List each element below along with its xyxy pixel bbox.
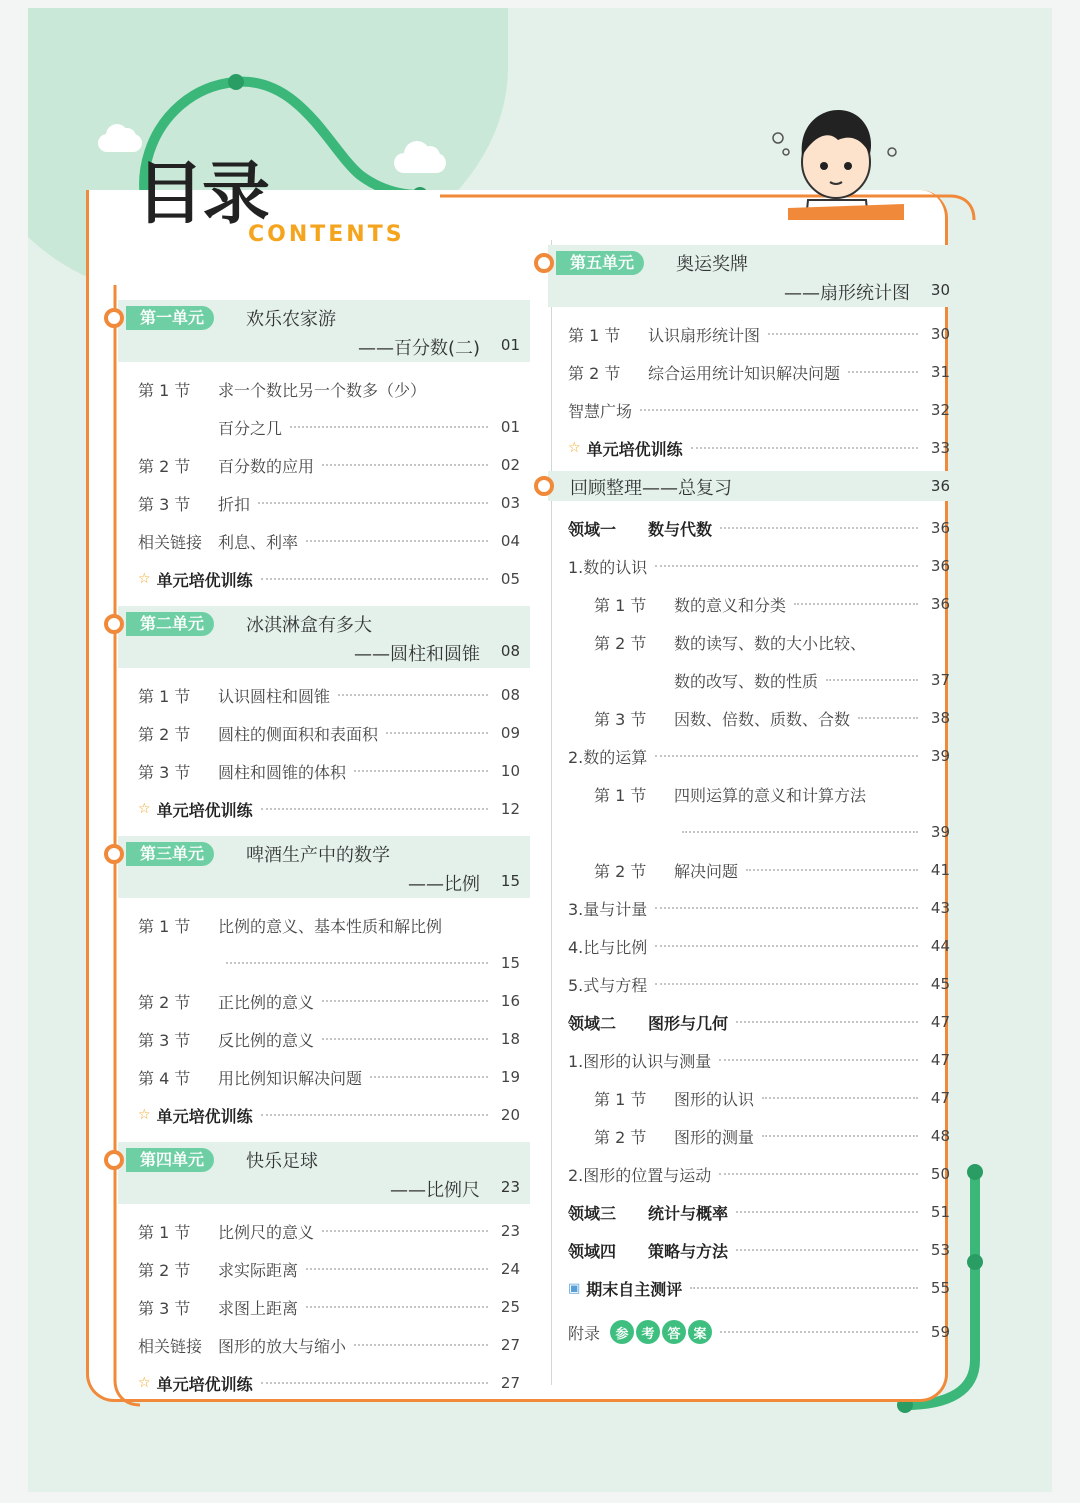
page-number: 36: [930, 519, 950, 537]
section-number: 第 2 节: [594, 861, 647, 881]
entry-label: 单元培优训练: [586, 439, 683, 459]
page-number: 10: [500, 762, 520, 780]
section-number: 相关链接: [138, 532, 203, 552]
entry-label: 用比例知识解决问题: [218, 1068, 363, 1088]
toc-row[interactable]: [548, 1231, 960, 1269]
section-number: 第 2 节: [594, 1127, 647, 1147]
toc-row[interactable]: [548, 509, 960, 547]
star-icon: ☆: [138, 571, 151, 587]
page-number: 31: [930, 363, 950, 381]
toc-row[interactable]: [548, 851, 960, 889]
toc-row[interactable]: [118, 370, 530, 408]
entry-label: 1.数的认识: [568, 557, 648, 577]
unit-subtitle: ——比例尺: [390, 1180, 480, 1201]
toc-row[interactable]: [118, 752, 530, 790]
page-number: 53: [930, 1241, 950, 1259]
page-number: 55: [930, 1279, 950, 1297]
bullet-icon: [104, 1150, 124, 1170]
page-number: 41: [930, 861, 950, 879]
toc-row[interactable]: [118, 1058, 530, 1096]
entry-label: 数的改写、数的性质: [674, 671, 819, 691]
page-number: 25: [500, 1298, 520, 1316]
entry-label: 解决问题: [674, 861, 739, 881]
page-number: 09: [500, 724, 520, 742]
page-number: 59: [930, 1323, 950, 1341]
page-number: 02: [500, 456, 520, 474]
page-number: 27: [500, 1336, 520, 1354]
entry-label: 智慧广场: [568, 401, 633, 421]
toc-row[interactable]: [548, 1003, 960, 1041]
entry-label: 5.式与方程: [568, 975, 648, 995]
toc-row[interactable]: [118, 1364, 530, 1402]
toc-row[interactable]: [548, 429, 960, 467]
cartoon-boy-icon: [768, 100, 908, 220]
page-number: 33: [930, 439, 950, 457]
entry-label: 正比例的意义: [218, 992, 315, 1012]
unit-header[interactable]: [118, 606, 530, 668]
page-number: 24: [500, 1260, 520, 1278]
page-number: 36: [930, 477, 950, 495]
page-number: 27: [500, 1374, 520, 1392]
section-number: 第 2 节: [138, 992, 191, 1012]
toc-row[interactable]: [548, 699, 960, 737]
badge-char: 案: [688, 1320, 712, 1344]
section-number: 第 1 节: [594, 785, 647, 805]
toc-row[interactable]: [548, 737, 960, 775]
section-number: 第 3 节: [138, 1030, 191, 1050]
section-number: 第 3 节: [138, 1298, 191, 1318]
entry-label: 图形的放大与缩小: [218, 1336, 347, 1356]
page-number: 47: [930, 1089, 950, 1107]
toc-row[interactable]: [548, 585, 960, 623]
entry-label: 百分数的应用: [218, 456, 315, 476]
toc-row[interactable]: [118, 484, 530, 522]
badge-char: 答: [662, 1320, 686, 1344]
toc-row[interactable]: [118, 714, 530, 752]
unit-header[interactable]: [118, 300, 530, 362]
page-number: 15: [500, 954, 520, 972]
unit-subtitle: ——百分数(二): [357, 338, 480, 359]
page-number: 47: [930, 1051, 950, 1069]
toc-row[interactable]: [548, 927, 960, 965]
bullet-icon: [104, 308, 124, 328]
unit-tag: 第五单元: [556, 251, 644, 275]
entry-label: 数的读写、数的大小比较、: [674, 633, 867, 653]
toc-row[interactable]: [118, 446, 530, 484]
section-number: 第 1 节: [594, 1089, 647, 1109]
toc-row[interactable]: [118, 944, 530, 982]
page-number: 30: [930, 325, 950, 343]
entry-label: 认识扇形统计图: [648, 325, 761, 345]
toc-row[interactable]: [118, 1326, 530, 1364]
page-number: 50: [930, 1165, 950, 1183]
appendix-label: 附录: [568, 1323, 601, 1343]
entry-label: 求一个数比另一个数多（少）: [218, 380, 427, 400]
entry-label: 四则运算的意义和计算方法: [674, 785, 867, 805]
entry-label: 圆柱的侧面积和表面积: [218, 724, 379, 744]
section-number: 第 3 节: [138, 762, 191, 782]
unit-tag: 第四单元: [126, 1148, 214, 1172]
entry-label: 反比例的意义: [218, 1030, 315, 1050]
review-header[interactable]: [548, 471, 960, 501]
entry-label: 单元培优训练: [156, 1374, 253, 1394]
page-title: 目录: [136, 155, 269, 234]
toc-row[interactable]: [548, 1307, 960, 1357]
page-number: 19: [500, 1068, 520, 1086]
domain-label: 领域二: [568, 1013, 617, 1033]
section-number: 第 2 节: [138, 724, 191, 744]
toc-row[interactable]: [118, 1020, 530, 1058]
entry-label: 4.比与比例: [568, 937, 648, 957]
unit-header[interactable]: [118, 836, 530, 898]
entry-label: 数的意义和分类: [674, 595, 787, 615]
page-number: 51: [930, 1203, 950, 1221]
section-number: 第 2 节: [138, 456, 191, 476]
domain-label: 领域一: [568, 519, 617, 539]
section-number: 第 3 节: [138, 494, 191, 514]
right-column: [548, 245, 960, 1357]
page-number: 47: [930, 1013, 950, 1031]
toc-row[interactable]: [548, 547, 960, 585]
entry-label: 圆柱和圆锥的体积: [218, 762, 347, 782]
section-number: 第 1 节: [594, 595, 647, 615]
entry-label: 综合运用统计知识解决问题: [648, 363, 841, 383]
entry-label: 单元培优训练: [156, 1106, 253, 1126]
page-number: 01: [500, 418, 520, 436]
entry-label: 求图上距离: [218, 1298, 299, 1318]
entry-label: 单元培优训练: [156, 570, 253, 590]
toc-row[interactable]: [548, 661, 960, 699]
page-number: 39: [930, 747, 950, 765]
entry-label: 图形的测量: [674, 1127, 755, 1147]
toc-row[interactable]: [548, 315, 960, 353]
entry-label: 求实际距离: [218, 1260, 299, 1280]
section-number: 第 1 节: [568, 325, 621, 345]
badge-char: 考: [636, 1320, 660, 1344]
page-number: 43: [930, 899, 950, 917]
unit-tag: 第二单元: [126, 612, 214, 636]
page-number: 15: [500, 872, 520, 890]
section-number: 相关链接: [138, 1336, 203, 1356]
toc-row[interactable]: [118, 522, 530, 560]
page-number: 12: [500, 800, 520, 818]
section-number: 第 2 节: [568, 363, 621, 383]
page-number: 01: [500, 336, 520, 354]
unit-subtitle: ——比例: [408, 874, 480, 895]
section-number: 第 3 节: [594, 709, 647, 729]
entry-label: 因数、倍数、质数、合数: [674, 709, 851, 729]
page-number: 37: [930, 671, 950, 689]
toc-row[interactable]: [548, 965, 960, 1003]
page-number: 44: [930, 937, 950, 955]
page-number: 36: [930, 595, 950, 613]
page-number: 38: [930, 709, 950, 727]
page-number: 18: [500, 1030, 520, 1048]
toc-row[interactable]: [548, 353, 960, 391]
entry-label: 单元培优训练: [156, 800, 253, 820]
page-number: 48: [930, 1127, 950, 1145]
toc-row[interactable]: [548, 1041, 960, 1079]
entry-label: 2.图形的位置与运动: [568, 1165, 712, 1185]
toc-row[interactable]: [548, 1079, 960, 1117]
unit-subtitle: ——圆柱和圆锥: [354, 644, 480, 665]
unit-title: 奥运奖牌: [676, 254, 748, 275]
toc-row[interactable]: [548, 1117, 960, 1155]
bullet-icon: [534, 476, 554, 496]
toc-row[interactable]: [548, 775, 960, 813]
toc-row[interactable]: [118, 790, 530, 828]
unit-subtitle: ——扇形统计图: [784, 283, 910, 304]
section-number: 第 1 节: [138, 916, 191, 936]
entry-label: 数与代数: [648, 519, 713, 539]
entry-label: 利息、利率: [218, 532, 299, 552]
domain-label: 领域三: [568, 1203, 617, 1223]
star-icon: ☆: [138, 801, 151, 817]
page-number: 16: [500, 992, 520, 1010]
page-number: 36: [930, 557, 950, 575]
toc-row[interactable]: [118, 1096, 530, 1134]
entry-label: 3.量与计量: [568, 899, 648, 919]
unit-tag: 第三单元: [126, 842, 214, 866]
unit-tag: 第一单元: [126, 306, 214, 330]
toc-row[interactable]: [548, 623, 960, 661]
entry-label: 比例的意义、基本性质和解比例: [218, 916, 443, 936]
unit-title: 冰淇淋盒有多大: [246, 615, 372, 636]
page-number: 23: [500, 1222, 520, 1240]
toc-row[interactable]: [548, 813, 960, 851]
entry-label: 图形与几何: [648, 1013, 729, 1033]
toc-row[interactable]: [548, 391, 960, 429]
bullet-icon: [104, 844, 124, 864]
page-number: 45: [930, 975, 950, 993]
toc-row[interactable]: [118, 676, 530, 714]
entry-label: 期末自主测评: [586, 1279, 683, 1299]
toc-row[interactable]: [548, 1155, 960, 1193]
section-number: 第 1 节: [138, 686, 191, 706]
toc-row[interactable]: [118, 408, 530, 446]
answer-key-badge: [610, 1320, 712, 1344]
review-title: 回顾整理——总复习: [570, 478, 732, 499]
entry-label: 1.图形的认识与测量: [568, 1051, 712, 1071]
domain-label: 领域四: [568, 1241, 617, 1261]
star-icon: ☆: [138, 1107, 151, 1123]
badge-char: 参: [610, 1320, 634, 1344]
page-number: 30: [930, 281, 950, 299]
toc-row[interactable]: [118, 1288, 530, 1326]
star-icon: ☆: [138, 1375, 151, 1391]
toc-row[interactable]: [118, 1250, 530, 1288]
page-number: 04: [500, 532, 520, 550]
toc-row[interactable]: [118, 906, 530, 944]
page-number: 20: [500, 1106, 520, 1124]
entry-label: 策略与方法: [648, 1241, 729, 1261]
bullet-icon: [104, 614, 124, 634]
section-number: 第 1 节: [138, 380, 191, 400]
entry-label: 图形的认识: [674, 1089, 755, 1109]
page-number: 39: [930, 823, 950, 841]
unit-header[interactable]: [548, 245, 960, 307]
entry-label: 统计与概率: [648, 1203, 729, 1223]
toc-row[interactable]: [118, 560, 530, 598]
square-icon: ▣: [568, 1280, 581, 1296]
unit-title: 啤酒生产中的数学: [246, 845, 390, 866]
page-number: 23: [500, 1178, 520, 1196]
left-column: [118, 300, 530, 1402]
section-number: 第 2 节: [594, 633, 647, 653]
bullet-icon: [534, 253, 554, 273]
page-number: 08: [500, 686, 520, 704]
toc-row[interactable]: [548, 1193, 960, 1231]
star-icon: ☆: [568, 440, 581, 456]
page-number: 32: [930, 401, 950, 419]
unit-header[interactable]: [118, 1142, 530, 1204]
entry-label: 百分之几: [218, 418, 283, 438]
toc-row[interactable]: [548, 889, 960, 927]
toc-row[interactable]: [548, 1269, 960, 1307]
toc-row[interactable]: [118, 982, 530, 1020]
page-subtitle: CONTENTS: [248, 222, 405, 247]
section-number: 第 4 节: [138, 1068, 191, 1088]
entry-label: 认识圆柱和圆锥: [218, 686, 331, 706]
page-number: 08: [500, 642, 520, 660]
entry-label: 2.数的运算: [568, 747, 648, 767]
page-number: 03: [500, 494, 520, 512]
unit-title: 快乐足球: [246, 1151, 318, 1172]
unit-title: 欢乐农家游: [246, 309, 336, 330]
section-number: 第 1 节: [138, 1222, 191, 1242]
toc-row[interactable]: [118, 1212, 530, 1250]
entry-label: 比例尺的意义: [218, 1222, 315, 1242]
page-number: 05: [500, 570, 520, 588]
entry-label: 折扣: [218, 494, 251, 514]
section-number: 第 2 节: [138, 1260, 191, 1280]
